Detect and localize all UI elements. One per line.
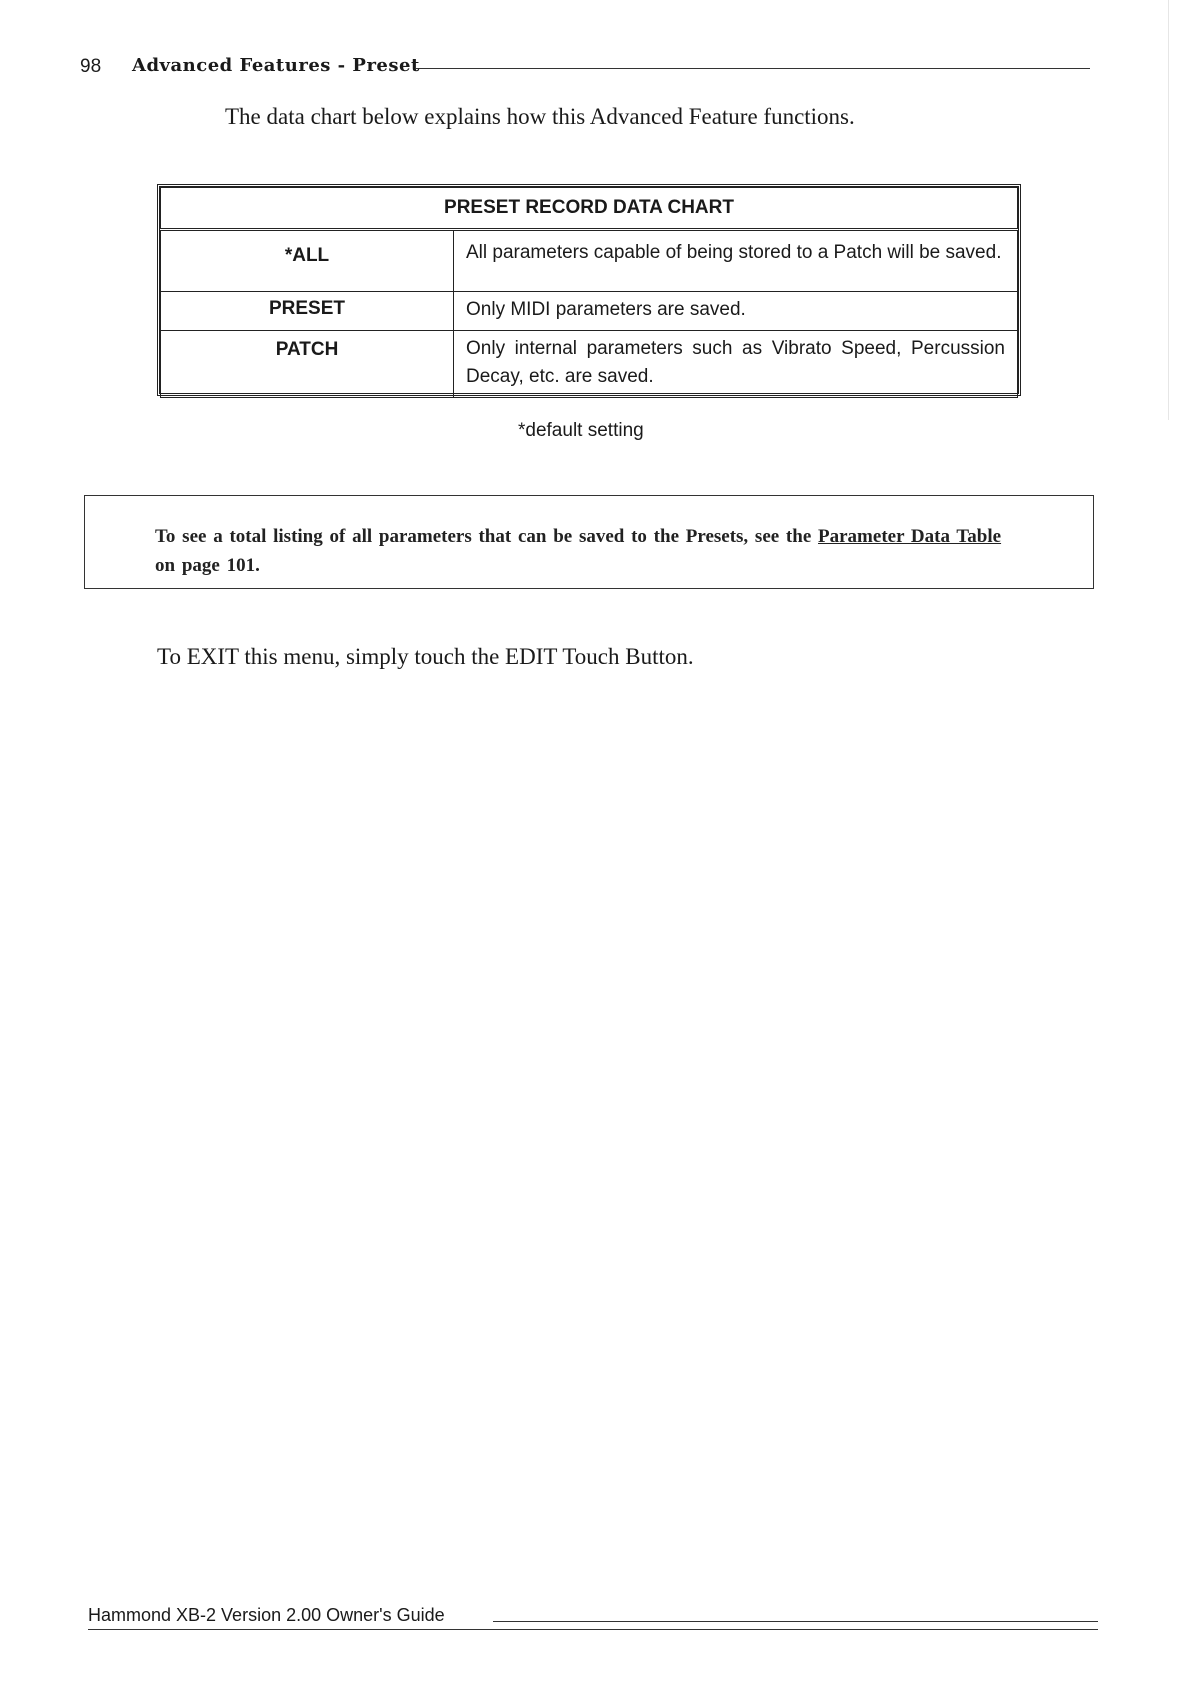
page-number: 98 (80, 56, 102, 77)
row-description: Only internal parameters such as Vibrato Speed, Percussion Decay, etc. are saved. (454, 331, 1018, 398)
section-title: Advanced Features - Preset (132, 55, 420, 76)
row-label: PRESET (161, 292, 454, 331)
page-header (80, 56, 1090, 80)
row-description: Only MIDI parameters are saved. (454, 292, 1018, 331)
note-text-after: on page 101. (155, 555, 260, 576)
row-description: All parameters capable of being stored to a Patch will be saved. (454, 230, 1018, 292)
header-rule (415, 68, 1090, 69)
table-title: PRESET RECORD DATA CHART (161, 188, 1018, 230)
intro-paragraph: The data chart below explains how this Advanced Feature functions. (225, 104, 855, 129)
footer-rule (88, 1629, 1098, 1630)
table-title-row (161, 188, 1018, 230)
row-label: PATCH (161, 331, 454, 398)
data-table (160, 187, 1018, 398)
note-text-before: To see a total listing of all parameters that can be saved to the Presets, see the (155, 526, 812, 547)
note-box (84, 495, 1094, 589)
table-row (161, 331, 1018, 398)
footer-rule (493, 1621, 1098, 1622)
table-row (161, 230, 1018, 292)
scan-edge-line (1168, 0, 1169, 420)
table-row (161, 292, 1018, 331)
page-footer (88, 1605, 1098, 1633)
exit-instruction: To EXIT this menu, simply touch the EDIT Touch Button. (157, 644, 694, 669)
row-label: *ALL (161, 230, 454, 292)
note-text (155, 522, 1023, 580)
preset-record-data-chart (157, 184, 1021, 396)
parameter-data-table-link[interactable]: Parameter Data Table (818, 526, 1002, 547)
default-setting-footnote: *default setting (518, 420, 644, 441)
footer-title: Hammond XB-2 Version 2.00 Owner's Guide (88, 1605, 445, 1625)
